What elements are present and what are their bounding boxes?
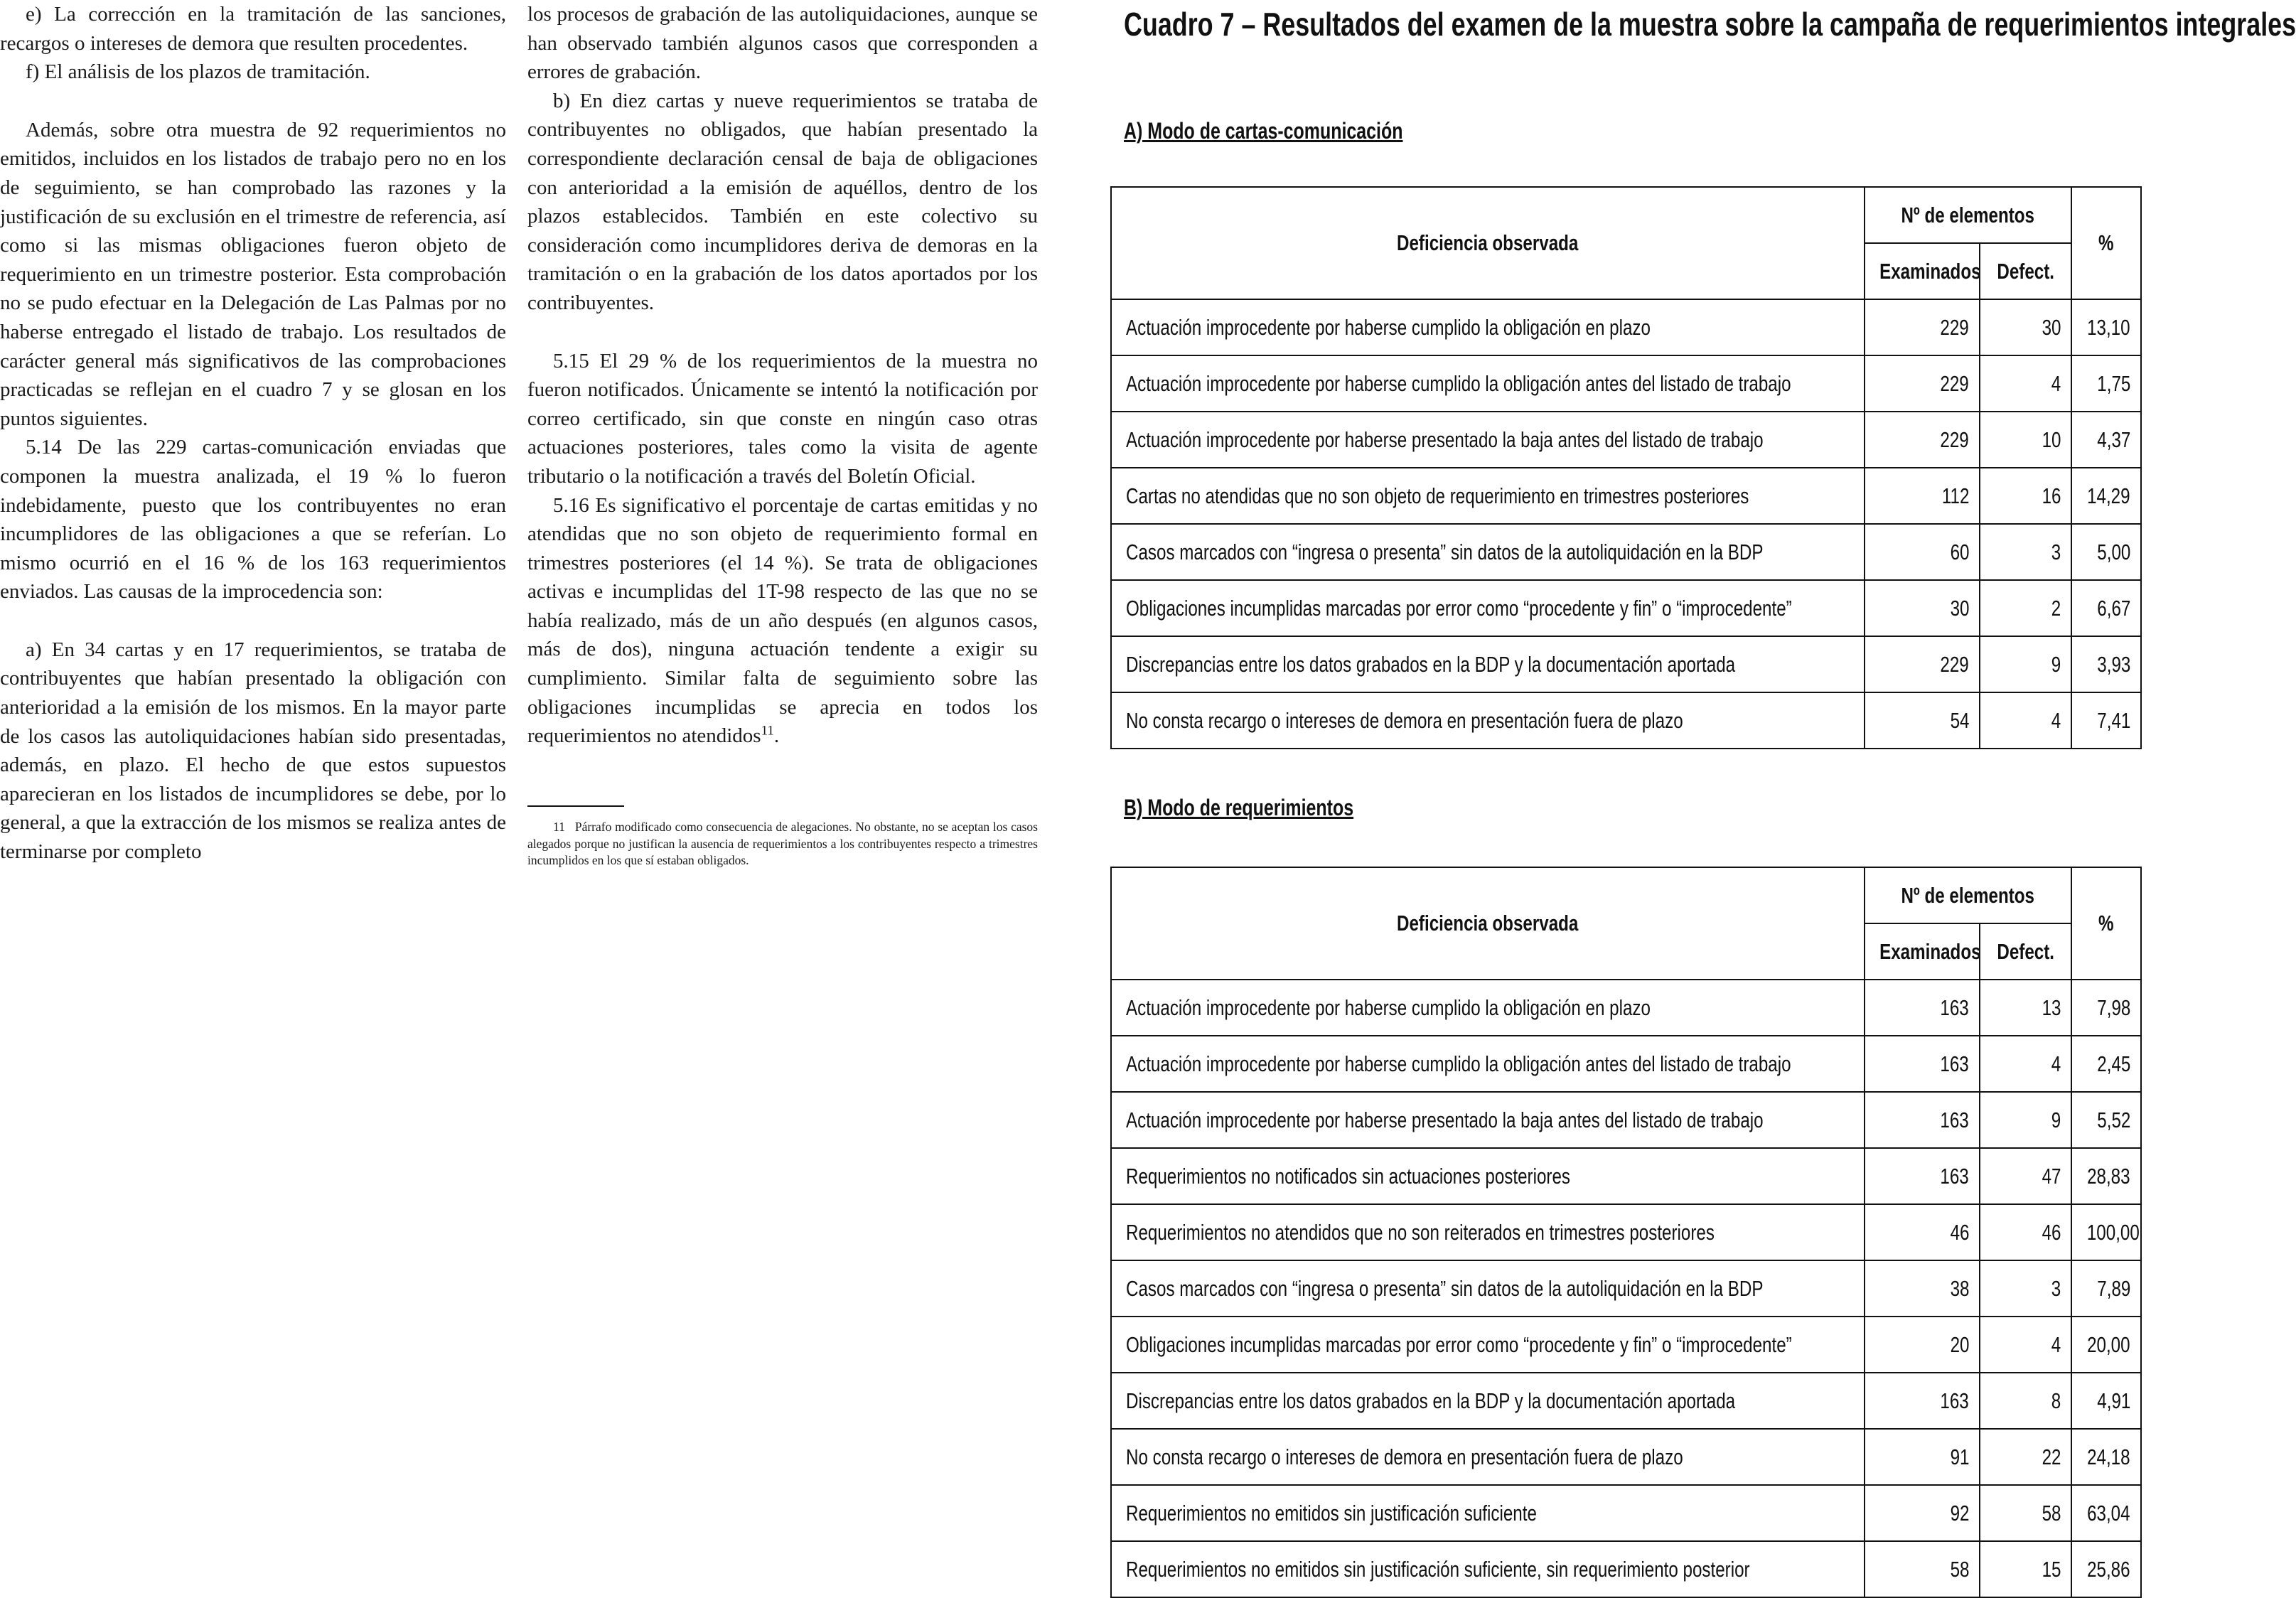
table-row <box>1111 1204 2141 1260</box>
row-defect: 3 <box>1980 1260 2071 1317</box>
row-defect: 16 <box>1980 468 2071 524</box>
row-pct: 5,00 <box>2071 524 2141 580</box>
row-examinados: 229 <box>1865 412 1980 468</box>
cuadro-title: Cuadro 7 – Resultados del examen de la muestra sobre la campaña de requerimientos integrales <box>1124 6 2296 43</box>
row-defect: 30 <box>1980 299 2071 355</box>
row-pct: 100,00 <box>2071 1204 2141 1260</box>
row-examinados: 163 <box>1865 1148 1980 1204</box>
row-defect: 13 <box>1980 980 2071 1036</box>
row-defect: 4 <box>1980 1317 2071 1373</box>
row-pct: 7,98 <box>2071 980 2141 1036</box>
paragraph-5-16-text: 5.16 Es significativo el porcentaje de cartas emitidas y no atendidas que no son objeto de requerimiento formal en trimestres posteriores (el 14 %). Se trata de obligaciones activas e incumplidas del 1T-98 respecto de las que no se había realizado, más de un año después (en algunos casos, más de dos), ninguna actuación tendente a exigir su cumplimiento. Similar falta de seguimiento sobre las obligaciones incumplidas se aprecia en todos los requerimientos no atendidos <box>527 493 1038 748</box>
row-defect: 58 <box>1980 1485 2071 1541</box>
table-row <box>1111 1373 2141 1429</box>
paragraph-e: e) La corrección en la tramitación de las sanciones, recargos o intereses de demora que resulten procedentes. <box>0 3 506 55</box>
header-deficiencia: Deficiencia observada <box>1111 187 1865 299</box>
header-pct: % <box>2071 187 2141 299</box>
table-row <box>1111 692 2141 749</box>
table-row <box>1111 299 2141 355</box>
row-examinados: 58 <box>1865 1541 1980 1597</box>
row-pct: 28,83 <box>2071 1148 2141 1204</box>
row-defect: 4 <box>1980 1036 2071 1092</box>
paragraph-continuation: los procesos de grabación de las autoliquidaciones, aunque se han observado también algunos casos que corresponden a errores de grabación. <box>527 3 1038 84</box>
row-label: No consta recargo o intereses de demora en presentación fuera de plazo <box>1111 692 1865 749</box>
row-label: Requerimientos no atendidos que no son reiterados en trimestres posteriores <box>1111 1204 1865 1260</box>
row-label: Actuación improcedente por haberse cumplido la obligación antes del listado de trabajo <box>1111 355 1865 412</box>
row-defect: 15 <box>1980 1541 2071 1597</box>
footnote-text: Párrafo modificado como consecuencia de alegaciones. No obstante, no se aceptan los casos alegados porque no justifican la ausencia de requerimientos a los contribuyentes respecto a trimestres incumplidos en los que sí estaban obligados. <box>527 820 1038 867</box>
row-examinados: 92 <box>1865 1485 1980 1541</box>
table-row <box>1111 1317 2141 1373</box>
row-label: Obligaciones incumplidas marcadas por error como “procedente y fin” o “improcedente” <box>1111 580 1865 636</box>
row-examinados: 163 <box>1865 1092 1980 1148</box>
footnote-number: 11 <box>553 820 565 834</box>
row-examinados: 38 <box>1865 1260 1980 1317</box>
row-label: Actuación improcedente por haberse cumplido la obligación antes del listado de trabajo <box>1111 1036 1865 1092</box>
row-defect: 3 <box>1980 524 2071 580</box>
header-examinados: Examinados <box>1865 243 1980 299</box>
row-examinados: 54 <box>1865 692 1980 749</box>
row-defect: 22 <box>1980 1429 2071 1485</box>
section-a-title: A) Modo de cartas-comunicación <box>1124 118 1403 144</box>
row-examinados: 46 <box>1865 1204 1980 1260</box>
row-examinados: 163 <box>1865 1373 1980 1429</box>
row-pct: 20,00 <box>2071 1317 2141 1373</box>
row-pct: 14,29 <box>2071 468 2141 524</box>
row-label: No consta recargo o intereses de demora en presentación fuera de plazo <box>1111 1429 1865 1485</box>
row-examinados: 163 <box>1865 1036 1980 1092</box>
row-examinados: 229 <box>1865 299 1980 355</box>
row-pct: 3,93 <box>2071 636 2141 692</box>
row-defect: 9 <box>1980 636 2071 692</box>
row-pct: 6,67 <box>2071 580 2141 636</box>
table-row <box>1111 1148 2141 1204</box>
table-row <box>1111 1092 2141 1148</box>
row-pct: 13,10 <box>2071 299 2141 355</box>
row-pct: 4,91 <box>2071 1373 2141 1429</box>
section-b-title: B) Modo de requerimientos <box>1124 795 1354 820</box>
row-pct: 2,45 <box>2071 1036 2141 1092</box>
table-row <box>1111 1036 2141 1092</box>
row-examinados: 112 <box>1865 468 1980 524</box>
row-label: Casos marcados con “ingresa o presenta” sin datos de la autoliquidación en la BDP <box>1111 524 1865 580</box>
paragraph-b: b) En diez cartas y nueve requerimientos se trataba de contribuyentes no obligados, que habían presentado la correspondiente declaración censal de baja de obligaciones con anterioridad a la emisión de aquéllos, dentro de los plazos establecidos. También en este colectivo su consideración como incumplidores deriva de demoras en la tramitación o en la grabación de los datos aportados por los contribuyentes. <box>527 89 1038 314</box>
row-label: Discrepancias entre los datos grabados en la BDP y la documentación aportada <box>1111 636 1865 692</box>
footnote-divider <box>527 805 624 807</box>
row-defect: 8 <box>1980 1373 2071 1429</box>
paragraph-5-16: 5.16 Es significativo el porcentaje de cartas emitidas y no atendidas que no son objeto de requerimiento formal en trimestres posteriores (el 14 %). Se trata de obligaciones activas e incumplidas del 1T-98 respecto de las que no se había realizado, más de un año después (en algunos casos, más de dos), ninguna actuación tendente a exigir su cumplimiento. Similar falta de seguimiento sobre las obligaciones incumplidas se aprecia en todos los requerimientos no atendidos$^{11}$. <box>527 493 1038 748</box>
header-elementos: Nº de elementos <box>1865 867 2071 923</box>
row-examinados: 229 <box>1865 636 1980 692</box>
header-defect: Defect. <box>1980 243 2071 299</box>
header-elementos: Nº de elementos <box>1865 187 2071 243</box>
table-row <box>1111 580 2141 636</box>
row-pct: 1,75 <box>2071 355 2141 412</box>
row-label: Actuación improcedente por haberse presentado la baja antes del listado de trabajo <box>1111 412 1865 468</box>
paragraph-a: a) En 34 cartas y en 17 requerimientos, se trataba de contribuyentes que habían presentado la obligación con anterioridad a la emisión de los mismos. En la mayor parte de los casos las autoliquidaciones habían sido presentadas, además, en plazo. El hecho de que estos supuestos aparecieran en los listados de incumplidores se debe, por lo general, a que la extracción de los mismos se realiza antes de terminarse por completo <box>0 638 506 864</box>
row-defect: 2 <box>1980 580 2071 636</box>
row-label: Cartas no atendidas que no son objeto de requerimiento en trimestres posteriores <box>1111 468 1865 524</box>
row-label: Casos marcados con “ingresa o presenta” sin datos de la autoliquidación en la BDP <box>1111 1260 1865 1317</box>
table-row <box>1111 1429 2141 1485</box>
row-pct: 5,52 <box>2071 1092 2141 1148</box>
row-label: Requerimientos no notificados sin actuaciones posteriores <box>1111 1148 1865 1204</box>
table-row <box>1111 355 2141 412</box>
row-examinados: 20 <box>1865 1317 1980 1373</box>
row-examinados: 229 <box>1865 355 1980 412</box>
table-row <box>1111 412 2141 468</box>
row-pct: 25,86 <box>2071 1541 2141 1597</box>
table-cartas-comunicacion <box>1110 186 2142 749</box>
row-defect: 46 <box>1980 1204 2071 1260</box>
text-column-middle <box>527 0 1038 751</box>
row-pct: 7,41 <box>2071 692 2141 749</box>
row-label: Obligaciones incumplidas marcadas por error como “procedente y fin” o “improcedente” <box>1111 1317 1865 1373</box>
table-row <box>1111 468 2141 524</box>
table-row <box>1111 1260 2141 1317</box>
row-examinados: 163 <box>1865 980 1980 1036</box>
paragraph-5-15: 5.15 El 29 % de los requerimientos de la muestra no fueron notificados. Únicamente se intentó la notificación por correo certificado, sin que conste en ningún caso otras actuaciones posteriores, tales como la visita de agente tributario o la notificación a través del Boletín Oficial. <box>527 349 1038 488</box>
header-deficiencia: Deficiencia observada <box>1111 867 1865 980</box>
row-pct: 63,04 <box>2071 1485 2141 1541</box>
row-defect: 10 <box>1980 412 2071 468</box>
paragraph-muestra-92: Además, sobre otra muestra de 92 requerimientos no emitidos, incluidos en los listados de trabajo pero no en los de seguimiento, se han comprobado las razones y la justificación de su exclusión en el trimestre de referencia, así como si las mismas obligaciones fueron objeto de requerimiento en un trimestre posterior. Esta comprobación no se pudo efectuar en la Delegación de Las Palmas por no haberse entregado el listado de trabajo. Los resultados de carácter general más significativos de las comprobaciones practicadas se reflejan en el cuadro 7 y se glosan en los puntos siguientes. <box>0 118 506 430</box>
table-row <box>1111 1541 2141 1597</box>
row-pct: 7,89 <box>2071 1260 2141 1317</box>
paragraph-f: f) El análisis de los plazos de tramitación. <box>26 60 370 84</box>
row-label: Discrepancias entre los datos grabados en la BDP y la documentación aportada <box>1111 1373 1865 1429</box>
table-row <box>1111 524 2141 580</box>
header-examinados: Examinados <box>1865 923 1980 980</box>
text-column-left <box>0 0 506 867</box>
row-defect: 4 <box>1980 355 2071 412</box>
header-defect: Defect. <box>1980 923 2071 980</box>
row-label: Requerimientos no emitidos sin justificación suficiente <box>1111 1485 1865 1541</box>
table-row <box>1111 1485 2141 1541</box>
row-label: Actuación improcedente por haberse cumplido la obligación en plazo <box>1111 299 1865 355</box>
row-defect: 47 <box>1980 1148 2071 1204</box>
paragraph-5-14: 5.14 De las 229 cartas-comunicación enviadas que componen la muestra analizada, el 19 % lo fueron indebidamente, puesto que los contribuyentes no eran incumplidores de las obligaciones a que se referían. Lo mismo ocurrió en el 16 % de los 163 requerimientos enviados. Las causas de la improcedencia son: <box>0 436 506 604</box>
row-label: Actuación improcedente por haberse cumplido la obligación en plazo <box>1111 980 1865 1036</box>
header-pct: % <box>2071 867 2141 980</box>
row-examinados: 60 <box>1865 524 1980 580</box>
table-requerimientos <box>1110 867 2142 1598</box>
row-examinados: 91 <box>1865 1429 1980 1485</box>
row-pct: 24,18 <box>2071 1429 2141 1485</box>
row-label: Actuación improcedente por haberse presentado la baja antes del listado de trabajo <box>1111 1092 1865 1148</box>
row-defect: 4 <box>1980 692 2071 749</box>
table-row <box>1111 636 2141 692</box>
footnote <box>527 819 1038 869</box>
row-examinados: 30 <box>1865 580 1980 636</box>
table-row <box>1111 980 2141 1036</box>
row-defect: 9 <box>1980 1092 2071 1148</box>
row-pct: 4,37 <box>2071 412 2141 468</box>
footnote-ref[interactable]: 11 <box>761 723 774 739</box>
row-label: Requerimientos no emitidos sin justificación suficiente, sin requerimiento posterior <box>1111 1541 1865 1597</box>
